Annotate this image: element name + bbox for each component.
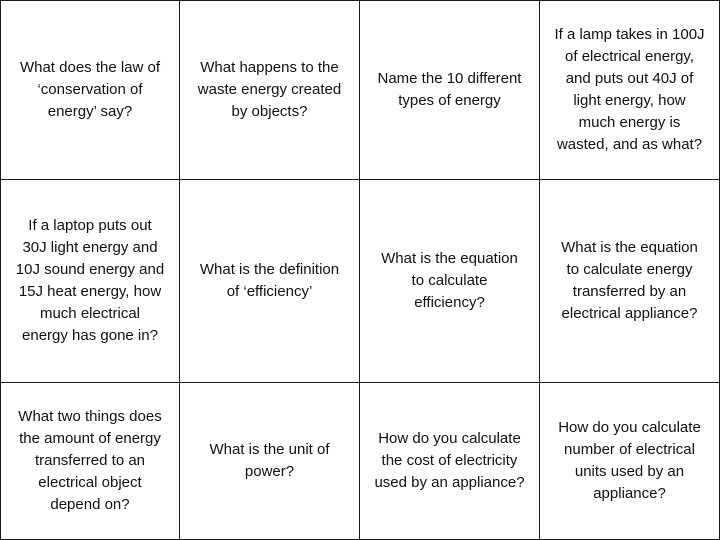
question-cell-laptop-energy-in — [0, 180, 180, 383]
question-cell-types-of-energy — [360, 0, 540, 180]
question-cell-conservation-law — [0, 0, 180, 180]
question-text: What does the law of ‘conservation of energy’ say? — [19, 59, 161, 120]
question-text: What is the equation to calculate energy transferred by an electrical appliance? — [561, 239, 698, 322]
question-text: What happens to the waste energy created by objects? — [197, 59, 342, 120]
question-text: What is the definition of ‘efficiency’ — [199, 261, 340, 300]
question-text: If a lamp takes in 100J of electrical energy, and puts out 40J of light energy, how much energy is wasted, and as what? — [554, 26, 705, 153]
question-text: If a laptop puts out 30J light energy and 10J sound energy and 15J heat energy, how much electrical energy has gone in? — [15, 217, 165, 344]
question-text: What is the equation to calculate efficiency? — [381, 250, 518, 311]
question-cell-waste-energy — [180, 0, 360, 180]
question-cell-lamp-wasted-energy — [540, 0, 720, 180]
question-cell-energy-depends-on — [0, 383, 180, 540]
question-cell-cost-of-electricity — [360, 383, 540, 540]
question-text: What two things does the amount of energy transferred to an electrical object depend on? — [18, 408, 162, 513]
question-text: What is the unit of power? — [209, 441, 330, 480]
question-cell-energy-transferred-equation — [540, 180, 720, 383]
question-text: Name the 10 different types of energy — [377, 70, 522, 109]
question-text: How do you calculate number of electrical units used by an appliance? — [558, 419, 701, 502]
question-cell-efficiency-equation — [360, 180, 540, 383]
question-cell-electrical-units — [540, 383, 720, 540]
question-cell-efficiency-definition — [180, 180, 360, 383]
question-text: How do you calculate the cost of electricity used by an appliance? — [374, 430, 525, 491]
question-cell-unit-of-power — [180, 383, 360, 540]
